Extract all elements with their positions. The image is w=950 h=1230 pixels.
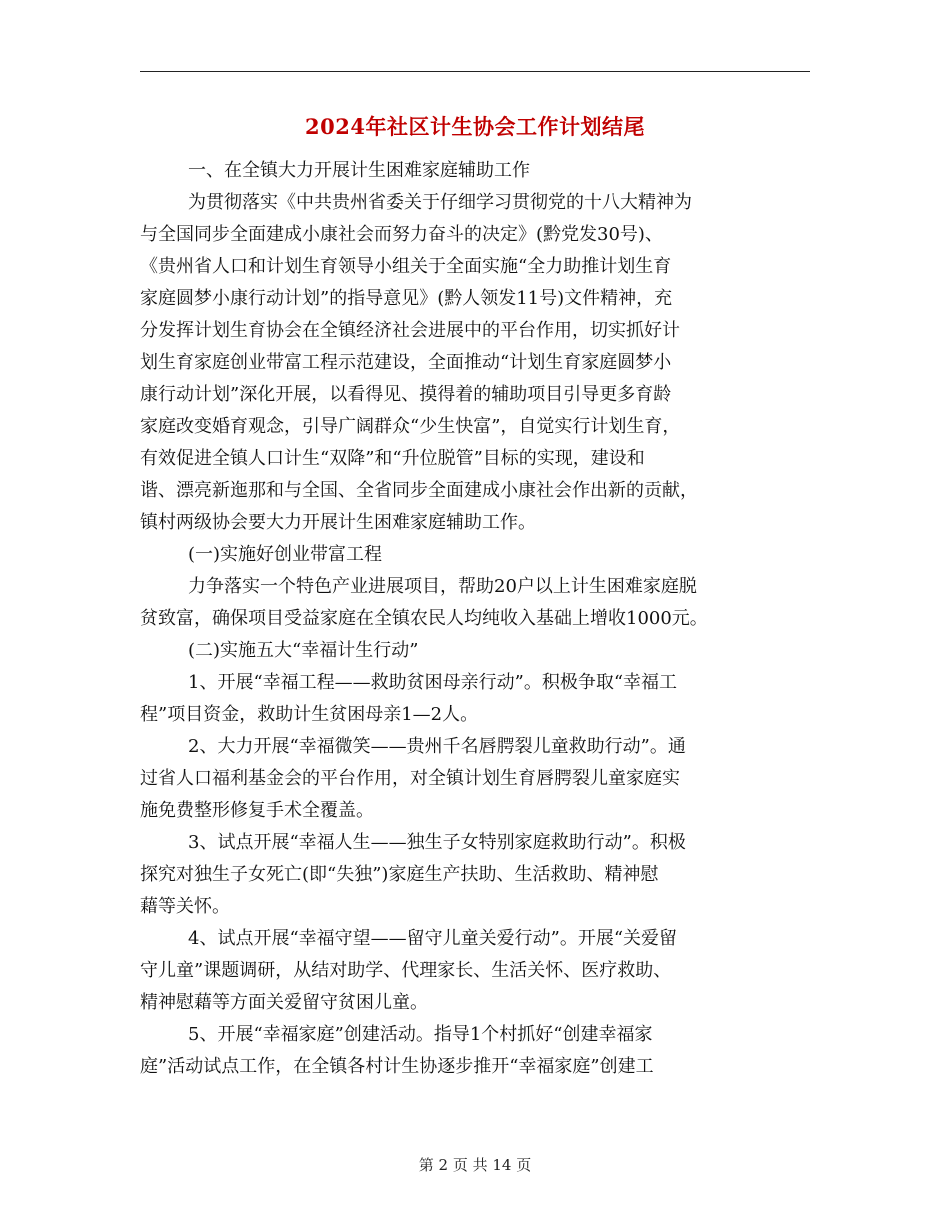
list-item-5 [140,1019,812,1083]
page-number-footer: 第 2 页 共 14 页 [418,1156,532,1174]
body-line: 有效促进全镇人口计生“双降”和“升位脱管”目标的实现，建设和 [140,448,645,469]
subsection-heading-2 [140,635,812,667]
body-line: 3、试点开展“幸福人生——独生子女特别家庭救助行动”。积极 [188,832,686,853]
body-line: 为贯彻落实《中共贵州省委关于仔细学习贯彻党的十八大精神为 [188,192,692,213]
body-line: 1、开展“幸福工程——救助贫困母亲行动”。积极争取“幸福工 [188,672,678,693]
body-line: 4、试点开展“幸福守望——留守儿童关爱行动”。开展“关爱留 [188,928,678,949]
paragraph-entrepreneurship [140,571,812,635]
list-item-1 [140,667,812,731]
body-line: 贫致富，确保项目受益家庭在全镇农民人均纯收入基础上增收1000元。 [140,608,708,629]
body-line: 分发挥计划生育协会在全镇经济社会进展中的平台作用，切实抓好计 [140,320,680,341]
body-line: 康行动计划”深化开展，以看得见、摸得着的辅助项目引导更多育龄 [140,384,672,405]
body-line: 探究对独生子女死亡(即“失独”)家庭生产扶助、生活救助、精神慰 [140,864,659,885]
paragraph-intro [140,187,812,539]
body-line: 藉等关怀。 [140,896,230,917]
header-rule [140,71,810,72]
body-line: 谐、漂亮新迤那和与全国、全省同步全面建成小康社会作出新的贡献， [140,480,698,501]
body-line: 与全国同步全面建成小康社会而努力奋斗的决定》(黔党发30号)、 [140,224,663,245]
body-line: 守儿童”课题调研，从结对助学、代理家长、生活关怀、医疗救助、 [140,960,672,981]
body-line: 庭”活动试点工作，在全镇各村计生协逐步推开“幸福家庭”创建工 [140,1056,654,1077]
list-item-4 [140,923,812,1019]
body-line: 镇村两级协会要大力开展计生困难家庭辅助工作。 [140,512,536,533]
body-line: 家庭圆梦小康行动计划”的指导意见》(黔人领发11号)文件精神，充 [140,288,673,309]
body-line: (一)实施好创业带富工程 [188,544,383,565]
body-line: 过省人口福利基金会的平台作用，对全镇计划生育唇腭裂儿童家庭实 [140,768,680,789]
subsection-heading-1 [140,539,812,571]
body-line: 2、大力开展“幸福微笑——贵州千名唇腭裂儿童救助行动”。通 [188,736,686,757]
body-line: 一、在全镇大力开展计生困难家庭辅助工作 [188,160,530,181]
section-heading-1 [140,155,812,187]
body-line: 5、开展“幸福家庭”创建活动。指导1个村抓好“创建幸福家 [188,1024,653,1045]
body-line: 《贵州省人口和计划生育领导小组关于全面实施“全力助推计划生育 [140,256,672,277]
body-line: 力争落实一个特色产业进展项目，帮助20户以上计生困难家庭脱 [188,576,697,597]
body-line: (二)实施五大“幸福计生行动” [188,640,419,661]
body-line: 家庭改变婚育观念，引导广阔群众“少生快富”，自觉实行计划生育， [140,416,681,437]
list-item-3 [140,827,812,923]
body-line: 程”项目资金，救助计生贫困母亲1—2人。 [140,704,479,725]
document-body [140,155,812,1083]
body-line: 划生育家庭创业带富工程示范建设，全面推动“计划生育家庭圆梦小 [140,352,672,373]
list-item-2 [140,731,812,827]
body-line: 施免费整形修复手术全覆盖。 [140,800,374,821]
document-title: 2024年社区计生协会工作计划结尾 [305,114,645,139]
body-line: 精神慰藉等方面关爱留守贫困儿童。 [140,992,428,1013]
